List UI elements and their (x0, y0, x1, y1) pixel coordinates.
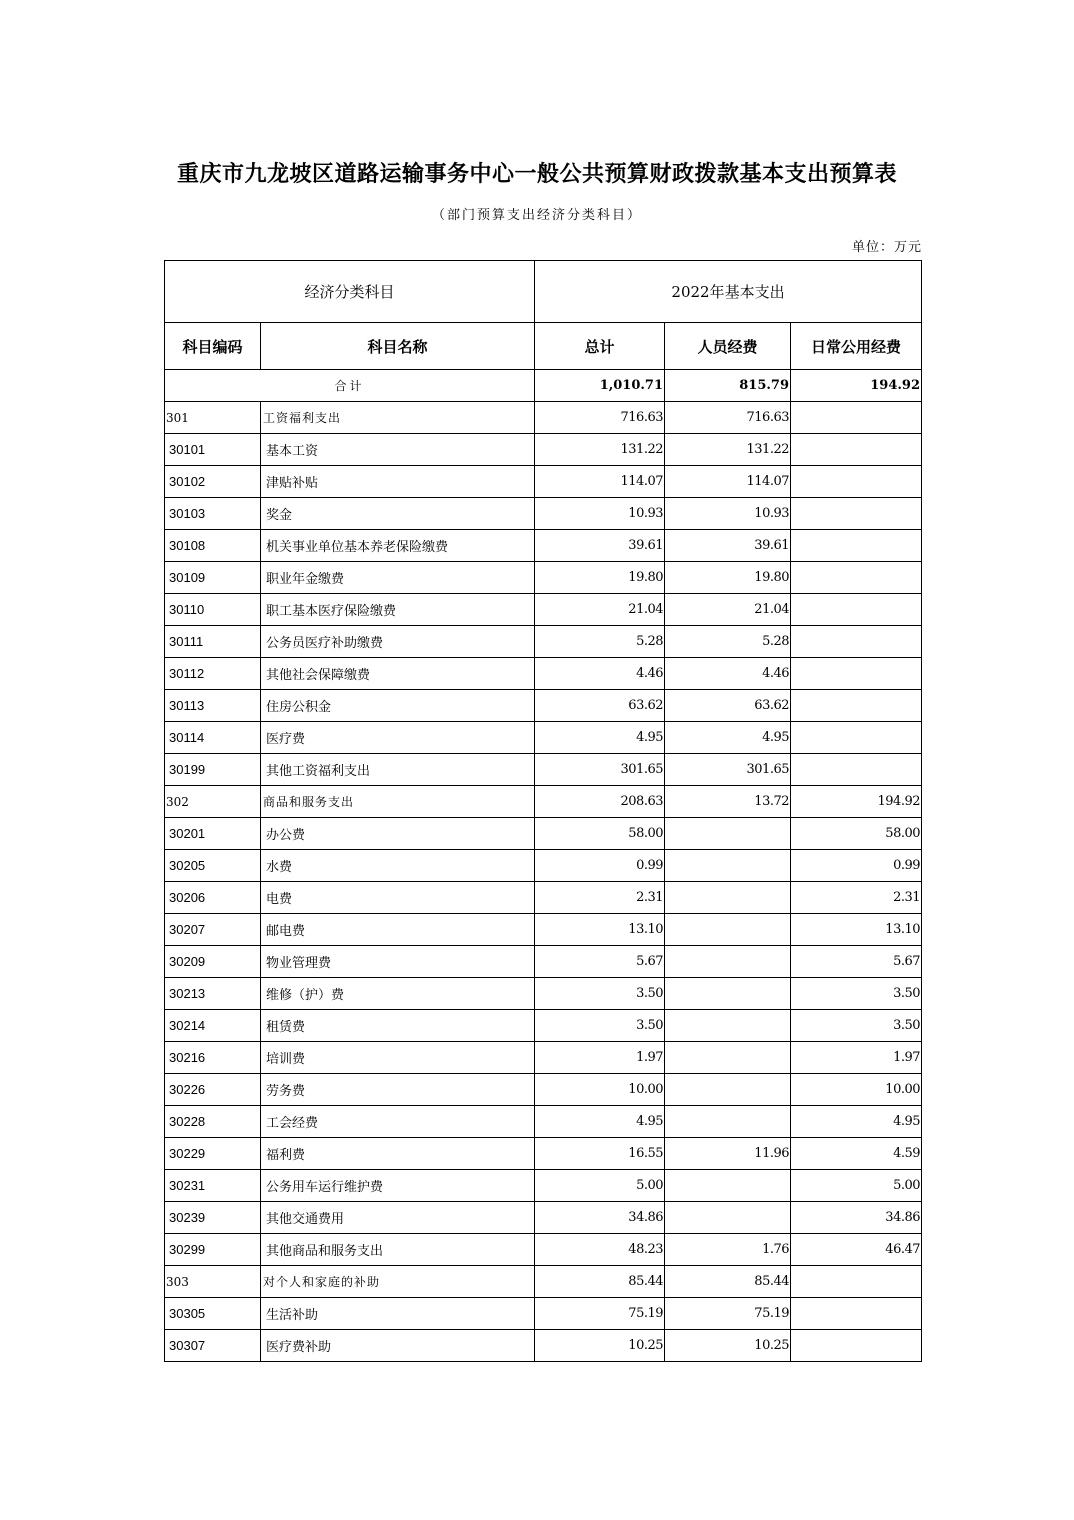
budget-year-header: 2022年基本支出 (535, 261, 922, 323)
item-code-cell: 30305 (165, 1298, 261, 1330)
item-name-cell: 机关事业单位基本养老保险缴费 (261, 530, 535, 562)
item-name-cell: 医疗费补助 (261, 1330, 535, 1362)
item-name-cell: 住房公积金 (261, 690, 535, 722)
item-code-cell: 30114 (165, 722, 261, 754)
item-name-cell: 生活补助 (261, 1298, 535, 1330)
total-cell: 58.00 (535, 818, 665, 850)
item-name-cell: 邮电费 (261, 914, 535, 946)
total-cell: 13.10 (535, 914, 665, 946)
table-row (165, 690, 922, 722)
item-code-cell: 30299 (165, 1234, 261, 1266)
item-code-cell: 30109 (165, 562, 261, 594)
item-name-cell: 培训费 (261, 1042, 535, 1074)
personnel-cell: 301.65 (665, 754, 791, 786)
item-name-cell: 劳务费 (261, 1074, 535, 1106)
item-name-cell: 水费 (261, 850, 535, 882)
total-cell: 301.65 (535, 754, 665, 786)
public-cell: 58.00 (791, 818, 922, 850)
item-name-cell: 公务用车运行维护费 (261, 1170, 535, 1202)
table-row (165, 1234, 922, 1266)
table-row (165, 626, 922, 658)
total-cell: 2.31 (535, 882, 665, 914)
item-code-cell: 302 (165, 786, 261, 818)
item-code-cell: 30231 (165, 1170, 261, 1202)
item-name-cell: 公务员医疗补助缴费 (261, 626, 535, 658)
table-row (165, 658, 922, 690)
item-code-cell: 30226 (165, 1074, 261, 1106)
item-code-cell: 30209 (165, 946, 261, 978)
personnel-cell: 131.22 (665, 434, 791, 466)
public-cell (791, 754, 922, 786)
table-category-row (165, 786, 922, 818)
item-code-cell: 30229 (165, 1138, 261, 1170)
table-row (165, 562, 922, 594)
public-cell: 4.59 (791, 1138, 922, 1170)
item-name-cell: 电费 (261, 882, 535, 914)
table-row (165, 1202, 922, 1234)
total-cell: 10.93 (535, 498, 665, 530)
total-cell: 39.61 (535, 530, 665, 562)
item-code-cell: 30102 (165, 466, 261, 498)
personnel-cell (665, 1074, 791, 1106)
personnel-cell: 10.93 (665, 498, 791, 530)
personnel-cell: 19.80 (665, 562, 791, 594)
total-cell: 4.95 (535, 722, 665, 754)
item-name-cell: 津贴补贴 (261, 466, 535, 498)
table-row (165, 1106, 922, 1138)
total-cell: 3.50 (535, 1010, 665, 1042)
item-name-cell: 奖金 (261, 498, 535, 530)
total-column-header: 总计 (535, 323, 665, 370)
item-code-cell: 30207 (165, 914, 261, 946)
item-name-cell: 职业年金缴费 (261, 562, 535, 594)
code-column-header: 科目编码 (165, 323, 261, 370)
table-row (165, 466, 922, 498)
personnel-cell (665, 1202, 791, 1234)
personnel-cell: 39.61 (665, 530, 791, 562)
table-row (165, 498, 922, 530)
item-name-cell: 工资福利支出 (261, 402, 535, 434)
item-name-cell: 商品和服务支出 (261, 786, 535, 818)
table-row (165, 1010, 922, 1042)
total-cell: 34.86 (535, 1202, 665, 1234)
table-row (165, 594, 922, 626)
econ-category-header: 经济分类科目 (165, 261, 535, 323)
public-cell: 0.99 (791, 850, 922, 882)
item-code-cell: 303 (165, 1266, 261, 1298)
personnel-cell (665, 1106, 791, 1138)
item-code-cell: 30216 (165, 1042, 261, 1074)
item-name-cell: 职工基本医疗保险缴费 (261, 594, 535, 626)
item-name-cell: 其他工资福利支出 (261, 754, 535, 786)
item-code-cell: 30199 (165, 754, 261, 786)
public-cell (791, 594, 922, 626)
item-code-cell: 30214 (165, 1010, 261, 1042)
personnel-cell (665, 914, 791, 946)
item-code-cell: 301 (165, 402, 261, 434)
public-cell: 34.86 (791, 1202, 922, 1234)
total-sum: 1,010.71 (535, 370, 665, 402)
page-subtitle: （部门预算支出经济分类科目） (431, 208, 642, 223)
personnel-cell: 114.07 (665, 466, 791, 498)
name-column-header: 科目名称 (261, 323, 535, 370)
personnel-cell: 85.44 (665, 1266, 791, 1298)
public-cell (791, 722, 922, 754)
item-name-cell: 工会经费 (261, 1106, 535, 1138)
public-cell (791, 658, 922, 690)
public-cell: 5.00 (791, 1170, 922, 1202)
table-row (165, 722, 922, 754)
personnel-cell: 1.76 (665, 1234, 791, 1266)
unit-label: 单位：万元 (851, 240, 922, 255)
total-cell: 16.55 (535, 1138, 665, 1170)
item-code-cell: 30205 (165, 850, 261, 882)
item-name-cell: 医疗费 (261, 722, 535, 754)
item-code-cell: 30103 (165, 498, 261, 530)
table-row (165, 1074, 922, 1106)
total-cell: 0.99 (535, 850, 665, 882)
item-name-cell: 福利费 (261, 1138, 535, 1170)
total-cell: 5.00 (535, 1170, 665, 1202)
public-cell (791, 562, 922, 594)
personnel-cell: 63.62 (665, 690, 791, 722)
item-code-cell: 30111 (165, 626, 261, 658)
item-name-cell: 对个人和家庭的补助 (261, 1266, 535, 1298)
personnel-cell: 4.95 (665, 722, 791, 754)
total-cell: 4.46 (535, 658, 665, 690)
item-code-cell: 30101 (165, 434, 261, 466)
item-name-cell: 办公费 (261, 818, 535, 850)
item-name-cell: 其他社会保障缴费 (261, 658, 535, 690)
item-code-cell: 30113 (165, 690, 261, 722)
public-cell: 46.47 (791, 1234, 922, 1266)
public-cell: 2.31 (791, 882, 922, 914)
public-cell (791, 1298, 922, 1330)
item-code-cell: 30108 (165, 530, 261, 562)
item-name-cell: 其他交通费用 (261, 1202, 535, 1234)
table-row (165, 1042, 922, 1074)
item-code-cell: 30213 (165, 978, 261, 1010)
table-row (165, 914, 922, 946)
page-title: 重庆市九龙坡区道路运输事务中心一般公共预算财政拨款基本支出预算表 (176, 161, 897, 187)
public-cell (791, 1330, 922, 1362)
personnel-cell: 4.46 (665, 658, 791, 690)
personnel-cell: 10.25 (665, 1330, 791, 1362)
table-row (165, 818, 922, 850)
item-code-cell: 30112 (165, 658, 261, 690)
total-label: 合计 (165, 370, 535, 402)
personnel-cell: 716.63 (665, 402, 791, 434)
personnel-cell: 75.19 (665, 1298, 791, 1330)
public-cell (791, 626, 922, 658)
total-personnel: 815.79 (665, 370, 791, 402)
total-cell: 1.97 (535, 1042, 665, 1074)
table-row (165, 1170, 922, 1202)
personnel-cell: 21.04 (665, 594, 791, 626)
table-row (165, 1330, 922, 1362)
total-cell: 10.00 (535, 1074, 665, 1106)
personnel-cell (665, 850, 791, 882)
total-cell: 114.07 (535, 466, 665, 498)
public-cell (791, 498, 922, 530)
personnel-cell (665, 818, 791, 850)
item-name-cell: 租赁费 (261, 1010, 535, 1042)
total-cell: 21.04 (535, 594, 665, 626)
public-cell: 3.50 (791, 978, 922, 1010)
item-code-cell: 30239 (165, 1202, 261, 1234)
public-cell: 5.67 (791, 946, 922, 978)
item-name-cell: 维修（护）费 (261, 978, 535, 1010)
public-cell (791, 466, 922, 498)
table-row (165, 850, 922, 882)
public-cell: 13.10 (791, 914, 922, 946)
personnel-cell: 13.72 (665, 786, 791, 818)
public-column-header: 日常公用经费 (791, 323, 922, 370)
table-row (165, 1138, 922, 1170)
personnel-cell (665, 946, 791, 978)
item-code-cell: 30307 (165, 1330, 261, 1362)
total-cell: 3.50 (535, 978, 665, 1010)
public-cell (791, 434, 922, 466)
group-header-row (165, 261, 922, 323)
total-cell: 4.95 (535, 1106, 665, 1138)
public-cell: 3.50 (791, 1010, 922, 1042)
public-cell: 10.00 (791, 1074, 922, 1106)
public-cell: 194.92 (791, 786, 922, 818)
table-row (165, 882, 922, 914)
total-cell: 85.44 (535, 1266, 665, 1298)
table-row (165, 434, 922, 466)
total-row (165, 370, 922, 402)
item-code-cell: 30228 (165, 1106, 261, 1138)
total-cell: 19.80 (535, 562, 665, 594)
personnel-cell: 5.28 (665, 626, 791, 658)
personnel-cell (665, 978, 791, 1010)
table-category-row (165, 402, 922, 434)
total-cell: 10.25 (535, 1330, 665, 1362)
total-cell: 63.62 (535, 690, 665, 722)
table-row (165, 946, 922, 978)
table-category-row (165, 1266, 922, 1298)
public-cell (791, 402, 922, 434)
personnel-cell: 11.96 (665, 1138, 791, 1170)
total-cell: 5.28 (535, 626, 665, 658)
personnel-column-header: 人员经费 (665, 323, 791, 370)
total-cell: 48.23 (535, 1234, 665, 1266)
item-code-cell: 30206 (165, 882, 261, 914)
total-cell: 208.63 (535, 786, 665, 818)
public-cell (791, 530, 922, 562)
public-cell (791, 690, 922, 722)
total-cell: 131.22 (535, 434, 665, 466)
total-cell: 5.67 (535, 946, 665, 978)
personnel-cell (665, 882, 791, 914)
item-name-cell: 其他商品和服务支出 (261, 1234, 535, 1266)
public-cell (791, 1266, 922, 1298)
public-cell: 1.97 (791, 1042, 922, 1074)
item-name-cell: 基本工资 (261, 434, 535, 466)
total-public: 194.92 (791, 370, 922, 402)
item-name-cell: 物业管理费 (261, 946, 535, 978)
personnel-cell (665, 1170, 791, 1202)
total-cell: 75.19 (535, 1298, 665, 1330)
public-cell: 4.95 (791, 1106, 922, 1138)
item-code-cell: 30110 (165, 594, 261, 626)
budget-table (164, 260, 922, 1362)
personnel-cell (665, 1010, 791, 1042)
table-row (165, 754, 922, 786)
item-code-cell: 30201 (165, 818, 261, 850)
total-cell: 716.63 (535, 402, 665, 434)
table-row (165, 1298, 922, 1330)
table-row (165, 978, 922, 1010)
column-header-row (165, 323, 922, 370)
personnel-cell (665, 1042, 791, 1074)
table-row (165, 530, 922, 562)
